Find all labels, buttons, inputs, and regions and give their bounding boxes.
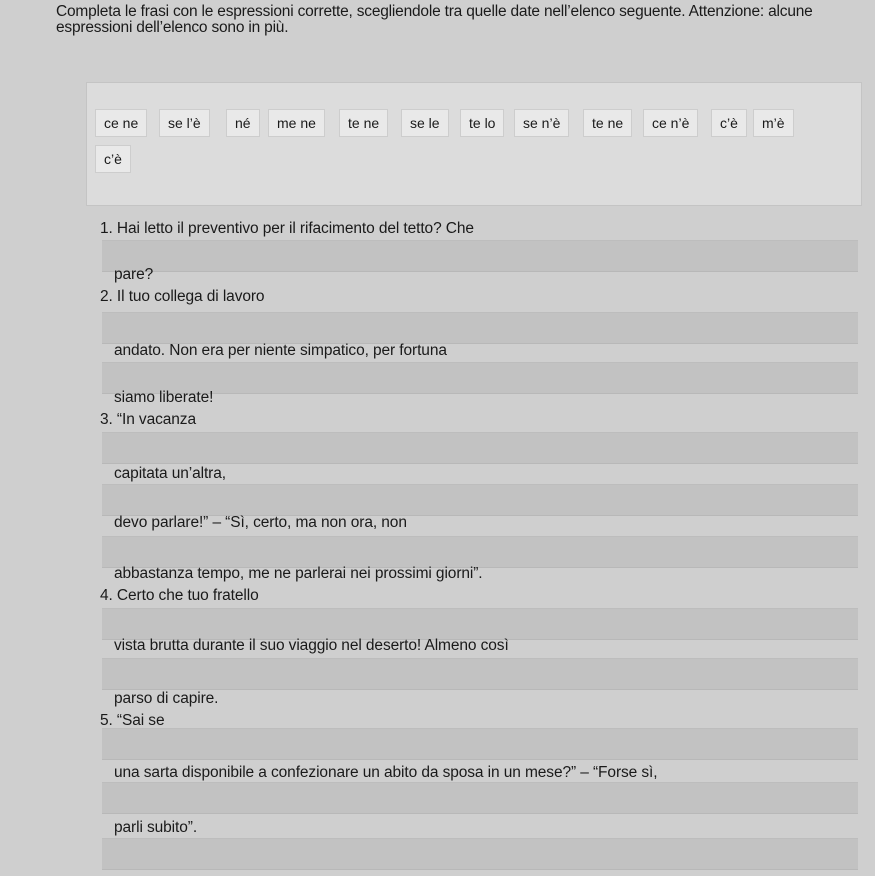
word-bank-item[interactable]: me ne (268, 109, 325, 137)
exercise-line: andato. Non era per niente simpatico, per fortuna (114, 342, 447, 359)
word-bank-item[interactable]: ce ne (95, 109, 147, 137)
word-bank (86, 82, 862, 206)
exercise-line: 3. “In vacanza (100, 411, 196, 428)
word-bank-item[interactable]: se n’è (514, 109, 569, 137)
word-bank-item[interactable]: c’è (711, 109, 747, 137)
word-bank-item[interactable]: se le (401, 109, 449, 137)
answer-blank-1[interactable] (102, 240, 858, 272)
answer-blank-5b[interactable] (102, 782, 858, 814)
answer-blank-5[interactable] (102, 728, 858, 760)
answer-blank-4b[interactable] (102, 658, 858, 690)
answer-blank-4[interactable] (102, 608, 858, 640)
exercise-line: abbastanza tempo, me ne parlerai nei prossimi giorni”. (114, 565, 483, 582)
exercise-line: parso di capire. (114, 690, 219, 707)
word-bank-item[interactable]: né (226, 109, 260, 137)
word-bank-item[interactable]: m’è (753, 109, 794, 137)
exercise-line: 5. “Sai se (100, 712, 165, 729)
exercise-line: una sarta disponibile a confezionare un abito da sposa in un mese?” – “Forse sì, (114, 764, 658, 781)
exercise-line: capitata un’altra, (114, 465, 226, 482)
exercise-line: 4. Certo che tuo fratello (100, 587, 259, 604)
word-bank-item[interactable]: te ne (583, 109, 632, 137)
answer-blank-3c[interactable] (102, 536, 858, 568)
exercise-line: siamo liberate! (114, 389, 214, 406)
instructions: Completa le frasi con le espressioni corrette, scegliendole tra quelle date nell’elenco seguente. Attenzione: alcune espressioni dell’elenco sono in più. (56, 3, 813, 36)
word-bank-item[interactable]: te ne (339, 109, 388, 137)
exercise-line: parli subito”. (114, 819, 198, 836)
exercise-line: devo parlare!” – “Sì, certo, ma non ora, non (114, 514, 407, 531)
exercise-line: pare? (114, 266, 154, 283)
exercise-line: 2. Il tuo collega di lavoro (100, 288, 265, 305)
word-bank-item[interactable]: te lo (460, 109, 504, 137)
answer-blank-2[interactable] (102, 312, 858, 344)
exercise-line: vista brutta durante il suo viaggio nel deserto! Almeno così (114, 637, 509, 654)
exercise-line: 1. Hai letto il preventivo per il rifacimento del tetto? Che (100, 220, 474, 237)
answer-blank-5c[interactable] (102, 838, 858, 870)
answer-blank-2b[interactable] (102, 362, 858, 394)
answer-blank-3b[interactable] (102, 484, 858, 516)
answer-blank-3[interactable] (102, 432, 858, 464)
word-bank-item[interactable]: ce n’è (643, 109, 698, 137)
word-bank-item[interactable]: c’è (95, 145, 131, 173)
word-bank-item[interactable]: se l’è (159, 109, 210, 137)
